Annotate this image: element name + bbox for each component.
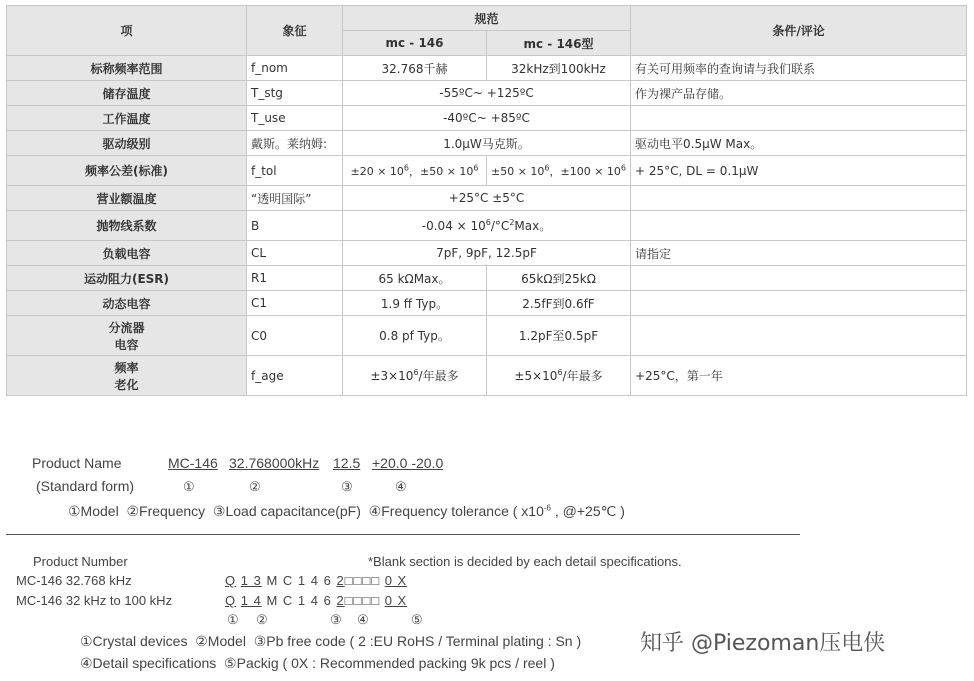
blank-note: *Blank section is decided by each detail specifications.: [368, 554, 682, 569]
watermark: 知乎 @Piezoman压电侠: [640, 631, 886, 656]
row-cond: [631, 211, 967, 241]
row-cond: [631, 106, 967, 131]
row-cond: [631, 316, 967, 356]
marker-1: ①: [183, 479, 195, 494]
table-row: [7, 316, 967, 356]
row-label: 储存温度: [7, 81, 247, 106]
pn-row1-code: Q 1 3 M C 1 4 6 2□□□□ 0 X: [225, 573, 408, 588]
table-row: [7, 131, 967, 156]
pn-marker-3: ③: [330, 612, 342, 627]
row-label: 频率 老化: [7, 356, 247, 396]
table-row: [7, 56, 967, 81]
row-symbol: CL: [247, 241, 343, 266]
table-row: [7, 106, 967, 131]
product-number-label: Product Number: [33, 554, 128, 569]
row-symbol: R1: [247, 266, 343, 291]
row-value: $\pm 3\times 10^6/$年最多: [343, 356, 487, 396]
row-value: 0.8 pf Typ。: [343, 316, 487, 356]
row-cond: [631, 291, 967, 316]
header-item: 项: [7, 6, 247, 56]
row-cond: + 25°C, DL = 0.1μW: [631, 156, 967, 186]
row-value: 1.0μW马克斯。: [343, 131, 631, 156]
row-value: 1.9 ff Typ。: [343, 291, 487, 316]
pn-marker-2: ②: [256, 612, 268, 627]
row-cond: [631, 186, 967, 211]
table-row: [7, 81, 967, 106]
row-cond: +25°C，第一年: [631, 356, 967, 396]
pn-marker-4: ④: [357, 612, 369, 627]
row-label: 负载电容: [7, 241, 247, 266]
row-value: +25°C ±5°C: [343, 186, 631, 211]
row-label: 标称频率范围: [7, 56, 247, 81]
row-value: 7pF, 9pF, 12.5pF: [343, 241, 631, 266]
header-mc146: mc - 146: [343, 31, 487, 56]
part-model: MC-146: [168, 455, 218, 471]
table-row: [7, 156, 967, 186]
row-symbol: C1: [247, 291, 343, 316]
marker-2: ②: [249, 479, 261, 494]
table-row: [7, 211, 967, 241]
product-name-legend: ①Model ②Frequency ③Load capacitance(pF) ④Frequency tolerance ( $x10^{-6}$ , @+25℃ ): [68, 503, 625, 519]
section-divider: [6, 534, 800, 535]
row-label: 抛物线系数: [7, 211, 247, 241]
row-value: 65 kΩMax。: [343, 266, 487, 291]
row-symbol: T_use: [247, 106, 343, 131]
pn-row2-code: Q 1 4 M C 1 4 6 2□□□□ 0 X: [225, 593, 408, 608]
row-value: 2.5fF到0.6fF: [487, 291, 631, 316]
header-mc146-type: mc - 146型: [487, 31, 631, 56]
table-row: [7, 266, 967, 291]
row-value: $\pm 5\times 10^6/$年最多: [487, 356, 631, 396]
row-symbol: f_tol: [247, 156, 343, 186]
row-label: 运动阻力(ESR): [7, 266, 247, 291]
row-cond: 作为裸产品存储。: [631, 81, 967, 106]
pn-row2-name: MC-146 32 kHz to 100 kHz: [16, 593, 173, 608]
row-symbol: f_age: [247, 356, 343, 396]
marker-3: ③: [341, 479, 353, 494]
row-symbol: T_stg: [247, 81, 343, 106]
standard-form-label: (Standard form): [36, 478, 135, 494]
header-symbol: 象征: [247, 6, 343, 56]
part-tolerance: +20.0 -20.0: [372, 455, 444, 471]
pn-legend-2: ④Detail specifications ⑤Packig ( 0X : Recommended packing 9k pcs / reel ): [80, 655, 555, 671]
pn-row1-name: MC-146 32.768 kHz: [16, 573, 132, 588]
row-cond: 请指定: [631, 241, 967, 266]
row-value: $\pm 20 \times 10^6$，$\pm 50 \times 10^6$: [343, 156, 487, 186]
row-label: 驱动级别: [7, 131, 247, 156]
product-name-label: Product Name: [32, 455, 122, 471]
row-value: 1.2pF至0.5pF: [487, 316, 631, 356]
table-row: [7, 186, 967, 211]
pn-marker-1: ①: [227, 612, 239, 627]
row-label: 动态电容: [7, 291, 247, 316]
row-cond: 有关可用频率的查询请与我们联系: [631, 56, 967, 81]
row-value: 32.768千赫: [343, 56, 487, 81]
row-value: 32kHz到100kHz: [487, 56, 631, 81]
table-row: [7, 291, 967, 316]
row-cond: 驱动电平0.5μW Max。: [631, 131, 967, 156]
row-symbol: B: [247, 211, 343, 241]
row-symbol: 戴斯。莱纳姆:: [247, 131, 343, 156]
row-value: -55ºC~ +125ºC: [343, 81, 631, 106]
row-value: 65kΩ到25kΩ: [487, 266, 631, 291]
row-cond: [631, 266, 967, 291]
row-label: 营业额温度: [7, 186, 247, 211]
row-value: $-0.04 \times 10^6/^\circ C^2Max$。: [343, 211, 631, 241]
row-symbol: C0: [247, 316, 343, 356]
row-label: 分流器 电容: [7, 316, 247, 356]
part-frequency: 32.768000kHz: [229, 455, 320, 471]
row-symbol: f_nom: [247, 56, 343, 81]
row-value: -40ºC~ +85ºC: [343, 106, 631, 131]
table-row: [7, 356, 967, 396]
table-row: [7, 241, 967, 266]
marker-4: ④: [395, 479, 407, 494]
header-spec: 规范: [343, 6, 631, 31]
row-label: 频率公差(标准): [7, 156, 247, 186]
part-load-cap: 12.5: [333, 455, 361, 471]
pn-marker-5: ⑤: [411, 612, 423, 627]
pn-legend-1: ①Crystal devices ②Model ③Pb free code ( 2 :EU RoHS / Terminal plating : Sn ): [80, 633, 582, 649]
row-symbol: “透明国际”: [247, 186, 343, 211]
spec-table: [6, 5, 967, 396]
row-value: $\pm 50 \times 10^6$，$\pm 100 \times 10^6$: [487, 156, 631, 186]
header-cond: 条件/评论: [631, 6, 967, 56]
row-label: 工作温度: [7, 106, 247, 131]
